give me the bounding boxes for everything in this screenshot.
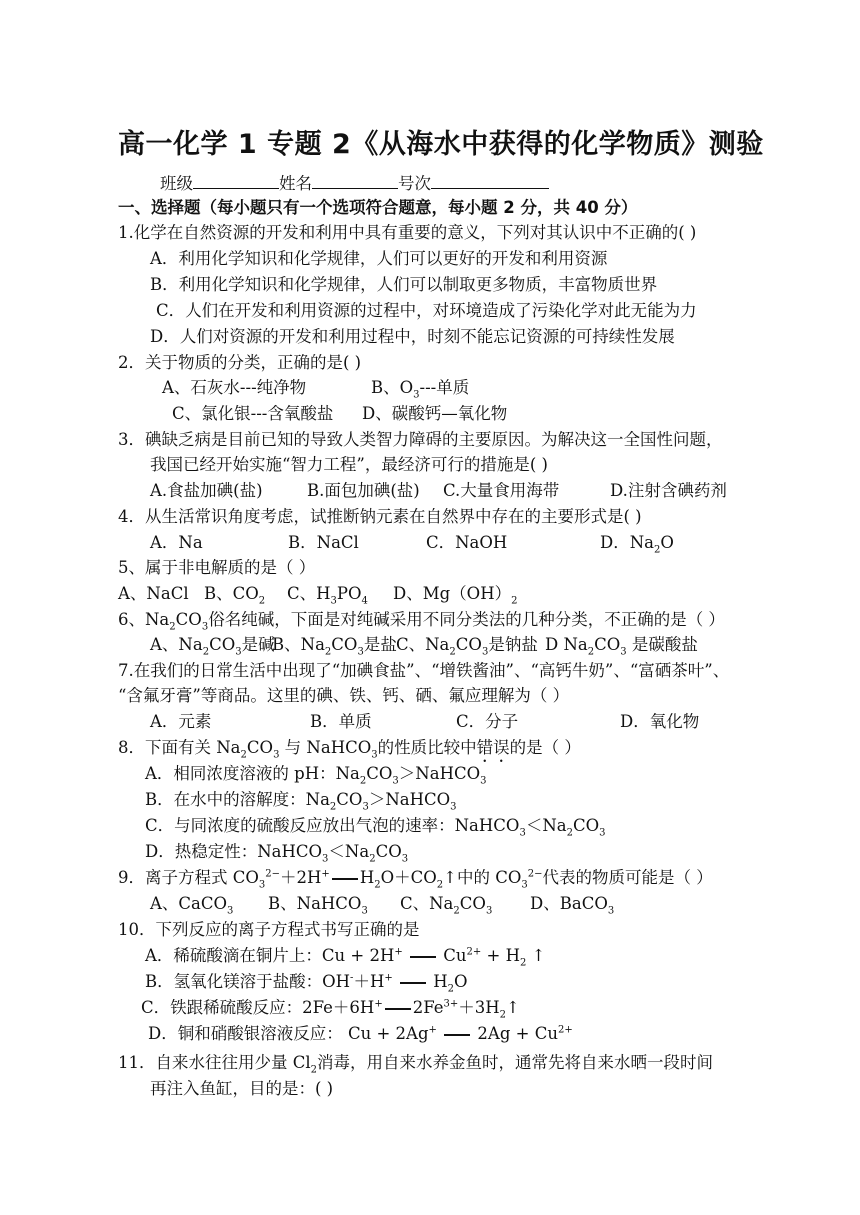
class-label: 班级: [160, 174, 193, 193]
question-4-option-a: A．Na: [150, 533, 203, 552]
question-10-option-d: D．铜和硝酸银溶液反应： Cu + 2Ag+ $2Ag + Cu^{2+}$: [148, 1024, 573, 1043]
question-3-option-c: C.大量食用海带: [443, 481, 560, 500]
question-4-option-d: D．$Na_2O$: [600, 533, 674, 556]
question-9-option-d: D、BaCO$_3$: [530, 894, 615, 917]
question-8-option-d: D．热稳定性：$NaHCO_3<Na_2CO_3$: [145, 842, 409, 865]
question-9-option-b: B、NaHCO$_3$: [268, 894, 368, 917]
question-6-option-d: D $Na_2CO_3$ 是碳酸盐: [545, 635, 698, 658]
question-6-option-c: C、$Na_2CO_3$是钠盐: [396, 635, 538, 658]
question-4-options: [150, 532, 750, 554]
question-4-option-c: C．NaOH: [426, 533, 508, 552]
question-2-option-c: C、氯化银---含氧酸盐: [172, 404, 334, 423]
section-heading: 一、选择题（每小题只有一个选项符合题意，每小题 2 分，共 40 分）: [118, 198, 638, 217]
question-7-option-b: B．单质: [310, 712, 372, 731]
question-5-options: [118, 583, 718, 605]
question-5-option-c: C、$H_3PO_4$: [287, 584, 368, 607]
question-6-option-a: A、$Na_2CO_3$是碱: [150, 635, 275, 658]
question-7-options: [150, 711, 750, 733]
question-1-option-a: A．利用化学知识和化学规律，人们可以更好的开发和利用资源: [150, 249, 608, 268]
question-7-option-d: D．氧化物: [620, 712, 700, 731]
question-9-stem: 9．离子方程式 $CO_3^{2-}+2H^+$ $H_2O+CO_2↑$中的 $CO_3^{2-}$代表的物质可能是（ ）: [118, 868, 713, 891]
question-1-option-b: B．利用化学知识和化学规律，人们可以制取更多物质，丰富物质世界: [150, 275, 658, 294]
question-6-stem: 6、$Na_2CO_3$俗名纯碱，下面是对纯碱采用不同分类法的几种分类，不正确的是（ ）: [118, 610, 725, 633]
question-8-stem: 8．下面有关 $Na_2CO_3$ 与 NaHCO$_3$的性质比较中错误的是（ ）: [118, 738, 581, 761]
question-1-option-c: C．人们在开发和利用资源的过程中，对环境造成了污染化学对此无能为力: [156, 301, 697, 320]
question-2-option-a: A、石灰水---纯净物: [162, 378, 307, 397]
question-3-option-a: A.食盐加碘(盐): [150, 481, 263, 500]
question-8-option-a: A．相同浓度溶液的 pH：$Na_2CO_3>NaHCO_3$: [145, 764, 487, 787]
question-10-option-a: A．稀硫酸滴在铜片上：Cu + 2H+ $Cu^{2+} + H_2$ ↑: [145, 946, 546, 969]
question-10-stem: 10．下列反应的离子方程式书写正确的是: [118, 920, 420, 939]
question-9-options: [150, 893, 750, 915]
question-10-option-b: B．氢氧化镁溶于盐酸：OH-＋H+ $H_2O$: [145, 972, 468, 995]
number-blank[interactable]: [431, 172, 549, 189]
question-4-option-b: B．NaCl: [288, 533, 359, 552]
page-title: 高一化学 1 专题 2《从海水中获得的化学物质》测验: [118, 129, 764, 160]
question-2-stem: 2．关于物质的分类，正确的是( ): [118, 353, 362, 372]
question-3-options: [150, 480, 750, 502]
student-info-row: [160, 172, 549, 195]
question-1-option-d: D．人们对资源的开发和利用过程中，时刻不能忘记资源的可持续性发展: [150, 327, 675, 346]
question-3-stem: 3．碘缺乏病是目前已知的导致人类智力障碍的主要原因。为解决这一全国性问题，: [118, 430, 723, 449]
question-2-option-b: B、$O_3---$单质: [371, 378, 470, 401]
question-5-option-d: D、$Mg(OH)_2$: [393, 584, 518, 607]
question-9-option-a: A、CaCO$_3$: [150, 894, 234, 917]
question-11-stem: 11．自来水往往用少量 $Cl_2$消毒，用自来水养金鱼时，通常先将自来水晒一段时间: [118, 1053, 714, 1076]
question-2-row2: [172, 403, 508, 425]
question-8-option-b: B．在水中的溶解度：$Na_2CO_3>NaHCO_3$: [145, 790, 457, 813]
question-5-option-a: A、NaCl: [118, 584, 189, 603]
question-5-option-b: B、$CO_2$: [204, 584, 266, 607]
question-1-stem: 1.化学在自然资源的开发和利用中具有重要的意义，下列对其认识中不正确的( ): [118, 223, 697, 242]
question-6-options: [150, 634, 750, 656]
question-7-stem: 7.在我们的日常生活中出现了“加碘食盐”、“增铁酱油”、“高钙牛奶”、“富硒茶叶”、: [118, 661, 730, 680]
question-3-option-d: D.注射含碘药剂: [610, 481, 727, 500]
question-8-option-c: C．与同浓度的硫酸反应放出气泡的速率：$NaHCO_3<Na_2CO_3$: [145, 816, 606, 839]
question-10-option-c: C．铁跟稀硫酸反应：2Fe＋6H+ $2Fe^{3+}+3H_2↑$: [141, 998, 520, 1021]
class-blank[interactable]: [193, 172, 279, 189]
question-7-option-c: C．分子: [456, 712, 519, 731]
question-3-option-b: B.面包加碘(盐): [307, 481, 420, 500]
question-7-option-a: A．元素: [150, 712, 212, 731]
number-label: 号次: [398, 174, 431, 193]
name-label: 姓名: [279, 174, 312, 193]
question-6-option-b: B、$Na_2CO_3$是盐: [272, 635, 397, 658]
question-11-stem-continued: 再注入鱼缸，目的是：( ): [150, 1079, 334, 1098]
question-5-stem: 5、属于非电解质的是（ ）: [118, 558, 316, 577]
name-blank[interactable]: [312, 172, 398, 189]
question-3-stem-continued: 我国已经开始实施“智力工程”，最经济可行的措施是( ): [150, 455, 548, 474]
question-2-row1: [162, 377, 470, 401]
question-2-option-d: D、碳酸钙—氧化物: [362, 404, 508, 423]
equals-sign: [332, 878, 358, 880]
question-9-option-c: C、$Na_2CO_3$: [400, 894, 493, 917]
question-7-stem-continued: “含氟牙膏”等商品。这里的碘、铁、钙、硒、氟应理解为（ ）: [118, 686, 570, 705]
question-4-stem: 4．从生活常识角度考虑，试推断钠元素在自然界中存在的主要形式是( ): [118, 507, 642, 526]
emphasis-wrong: 错误: [476, 738, 510, 757]
